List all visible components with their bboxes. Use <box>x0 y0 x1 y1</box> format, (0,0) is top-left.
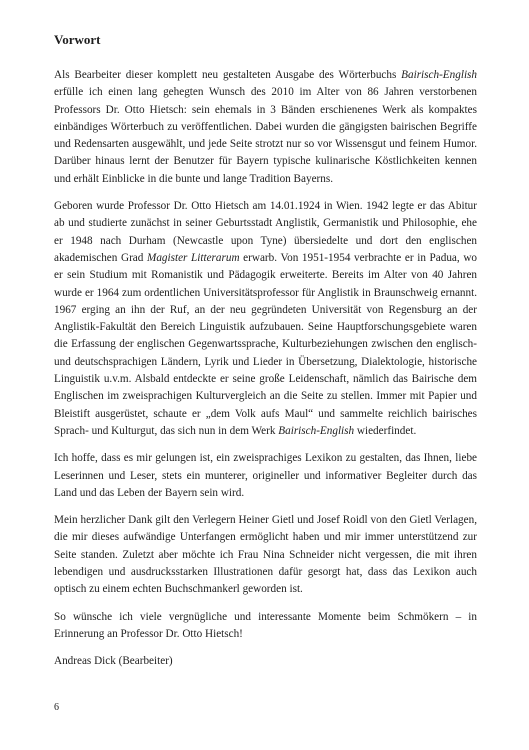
page-number: 6 <box>54 702 59 713</box>
italic-text: Bairisch-English <box>401 69 477 81</box>
text-run: Mein herzlicher Dank gilt den Verlegern Heiner Gietl und Josef Roidl von den Gietl Verlagen, die mir dieses aufwändige Unterfangen ermöglicht haben und mir immer unterstützend zur Seite standen. Zuletzt aber möchte ich Frau Nina Schneider nicht vergessen, die mit ihren lebendigen und ausdrucksstarken Illustrationen dafür gesorgt hat, dass das Lexikon auch optisch zu einem echten Buchschmankerl geworden ist. <box>54 514 477 596</box>
text-run: Geboren wurde Professor Dr. Otto Hietsch am 14.01.1924 in Wien. 1942 legte er das Abitur ab und studierte zunächst in seiner Geburtsstadt Anglistik, Germanistik und Philosophie, ehe er 1948 nach Durham (Newcastle upon Tyne) übersiedelte und dort den englischen akademischen Grad <box>54 200 477 264</box>
text-run: erwarb. Von 1951-1954 verbrachte er in Padua, wo er sein Studium mit Romanistik und Pädagogik erweiterte. Bereits im Alter von 40 Jahren wurde er 1964 zum ordentlichen Universitätsprofessor für Anglistik in Braunschweig ernannt. 1967 erging an ihn der Ruf, an der neu gegründeten Universität von Regensburg an der Anglistik-Fakultät den Bereich Linguistik aufzubauen. Seine Hauptforschungsgebiete waren die Erfassung der englischen Gegenwartssprache, Kulturbeziehungen zwischen den englisch- und deutschsprachigen Ländern, Lyrik und Lieder in Übersetzung, Dialektologie, historische Linguistik u.v.m. Alsbald entdeckte er seine große Leidenschaft, nämlich das Bairische dem Englischen im zweisprachigen Kulturvergleich an die Seite zu stellen. Immer mit Papier und Bleistift ausgerüstet, schaute er „dem Volk aufs Maul“ und sammelte reichlich bairisches Sprach- und Kulturgut, das sich nun in dem Werk <box>54 251 478 437</box>
paragraph <box>54 609 477 644</box>
text-run: Ich hoffe, dass es mir gelungen ist, ein zweisprachiges Lexikon zu gestalten, das Ihnen, liebe Leserinnen und Leser, stets ein munterer, origineller und informativer Begleiter durch das Land und das Leben der Bayern sein wird. <box>54 452 477 499</box>
text-run: Als Bearbeiter dieser komplett neu gestalteten Ausgabe des Wörterbuchs <box>54 69 402 81</box>
italic-text: Magister Litterarum <box>147 251 240 264</box>
paragraph <box>54 198 477 440</box>
italic-text: Bairisch-English <box>278 424 355 437</box>
text-run: wiederfindet. <box>354 424 417 437</box>
page-heading: Vorwort <box>54 32 101 47</box>
text-run: So wünsche ich viele vergnügliche und interessante Momente beim Schmökern – in Erinnerung an Professor Dr. Otto Hietsch! <box>54 610 477 640</box>
body-text <box>54 67 477 653</box>
paragraph <box>54 450 477 502</box>
signature: Andreas Dick (Bearbeiter) <box>54 655 173 667</box>
text-run: erfülle ich einen lang gehegten Wunsch des 2010 im Alter von 86 Jahren verstorbenen Professors Dr. Otto Hietsch: sein ehemals in 3 Bänden erschienenes Werk als kompaktes einbändiges Wörterbuch zu veröffentlichen. Dabei wurden die gängigsten bairischen Begriffe und Redensarten ausgewählt, und jede Seite strotzt nur so vor Wissensgut und feinem Humor. Darüber hinaus lernt der Benutzer für Bayern typische kulinarische Köstlichkeiten kennen und erhält Einblicke in die bunte und lange Tradition Bayerns. <box>54 86 477 185</box>
paragraph <box>54 67 477 188</box>
paragraph <box>54 512 477 598</box>
